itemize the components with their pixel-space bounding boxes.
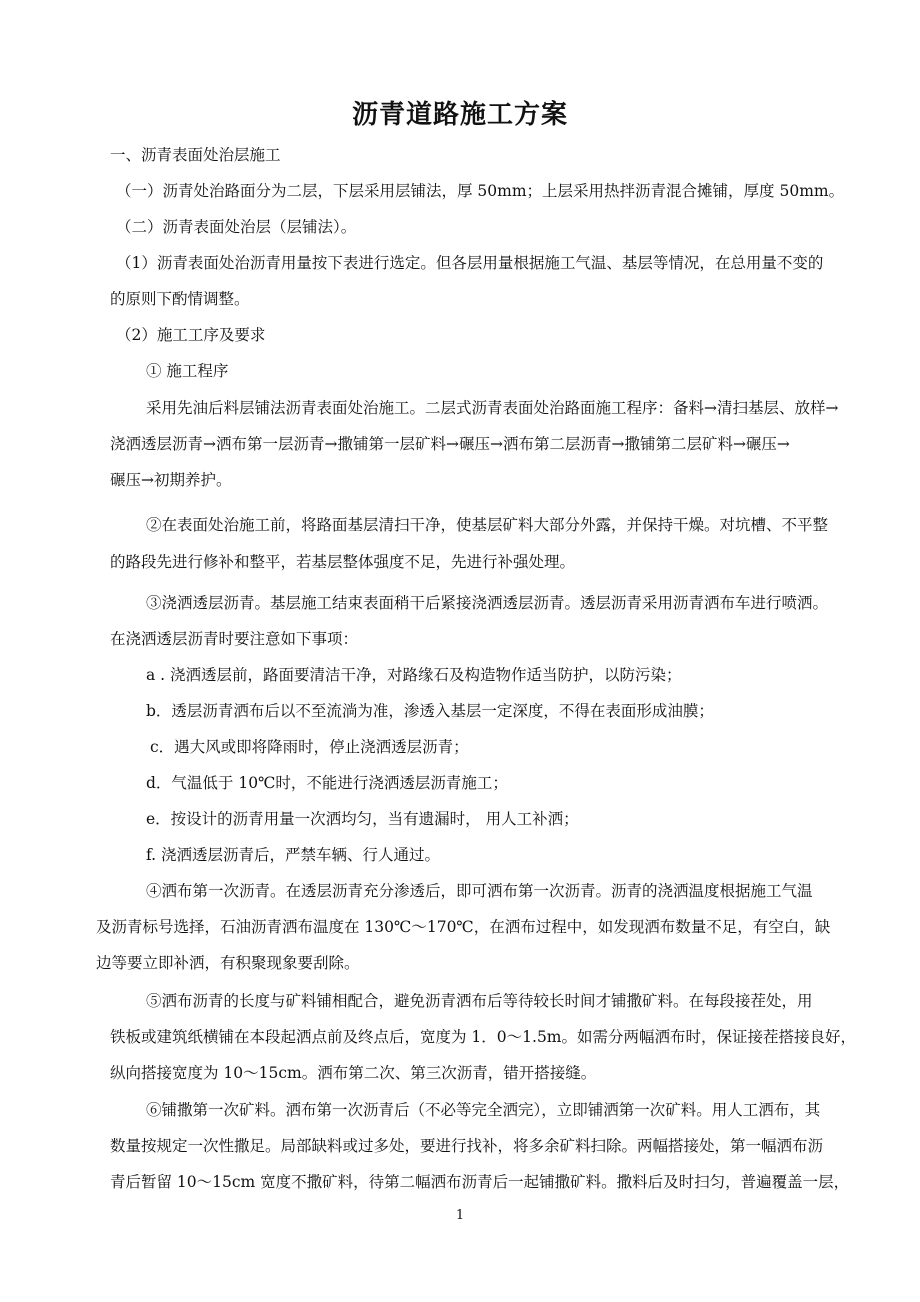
paragraph-line: （2）施工工序及要求 [116,326,266,344]
page-number: 1 [455,1208,465,1223]
paragraph-line: 纵向搭接宽度为 10～15cm。洒布第二次、第三次沥青，错开搭接缝。 [110,1064,597,1082]
paragraph-line: ②在表面处治施工前，将路面基层清扫干净，使基层矿料大部分外露，并保持干燥。对坑槽、不平整 [146,516,829,534]
paragraph-line: ④洒布第一次沥青。在透层沥青充分渗透后，即可洒布第一次沥青。沥青的浇洒温度根据施工气温 [146,882,813,900]
paragraph-line: 数量按规定一次性撒足。局部缺料或过多处，要进行找补，将多余矿料扫除。两幅搭接处，第一幅洒布沥 [110,1137,824,1155]
paragraph-line: ③浇洒透层沥青。基层施工结束表面稍干后紧接浇洒透层沥青。透层沥青采用沥青洒布车进行喷洒。 [146,594,829,612]
paragraph-line: 边等要立即补洒，有积聚现象要刮除。 [96,954,360,972]
paragraph-line: （一）沥青处治路面分为二层，下层采用层铺法，厚 50mm；上层采用热拌沥青混合摊铺，厚度 50mm。 [116,182,845,200]
paragraph-line: 的原则下酌情调整。 [110,290,250,308]
list-item: b．透层沥青洒布后以不至流淌为准，渗透入基层一定深度，不得在表面形成油膜； [146,702,714,720]
section-heading: 一、沥青表面处治层施工 [110,146,281,164]
document-title: 沥青道路施工方案 [351,100,568,130]
subheading-line: ① 施工程序 [146,362,229,380]
paragraph-line: 的路段先进行修补和整平，若基层整体强度不足，先进行补强处理。 [110,553,576,571]
paragraph-line: 在浇洒透层沥青时要注意如下事项： [110,630,359,648]
list-item: f. 浇洒透层沥青后，严禁车辆、行人通过。 [146,846,441,864]
paragraph-line: 铁板或建筑纸横铺在本段起洒点前及终点后，宽度为 1．0～1.5m。如需分两幅洒布时，保证接茬搭接良好， [110,1028,857,1046]
paragraph-line: ⑤洒布沥青的长度与矿料铺相配合，避免沥青洒布后等待较长时间才铺撒矿料。在每段接茬处，用 [146,992,813,1010]
paragraph-line: （二）沥青表面处治层（层铺法）。 [116,218,357,236]
list-item: e．按设计的沥青用量一次洒均匀，当有遗漏时， 用人工补洒； [146,810,579,828]
paragraph-line: 碾压→初期养护。 [110,471,232,489]
paragraph-line: 浇洒透层沥青→洒布第一层沥青→撒铺第一层矿料→碾压→洒布第二层沥青→撒铺第二层矿料→碾压→ [110,435,790,453]
paragraph-line: 采用先油后料层铺法沥青表面处治施工。二层式沥青表面处治路面施工程序：备料→清扫基层、放样→ [146,399,839,417]
paragraph-line: 青后暂留 10～15cm 宽度不撒矿料，待第二幅洒布沥青后一起铺撒矿料。撒料后及时扫匀，普遍覆盖一层， [110,1173,850,1191]
list-item: c．遇大风或即将降雨时，停止浇洒透层沥青； [150,738,469,756]
paragraph-line: ⑥铺撒第一次矿料。洒布第一次沥青后（不必等完全洒完），立即铺洒第一次矿料。用人工洒布，其 [146,1101,821,1119]
list-item: a . 浇洒透层前，路面要清洁干净，对路缘石及构造物作适当防护，以防污染； [146,666,682,684]
list-item: d．气温低于 10℃时，不能进行浇洒透层沥青施工； [146,774,508,792]
paragraph-line: 及沥青标号选择，石油沥青洒布温度在 130℃～170℃，在洒布过程中，如发现洒布数量不足，有空白，缺 [96,918,831,936]
paragraph-line: （1）沥青表面处治沥青用量按下表进行选定。但各层用量根据施工气温、基层等情况，在总用量不变的 [116,254,824,272]
